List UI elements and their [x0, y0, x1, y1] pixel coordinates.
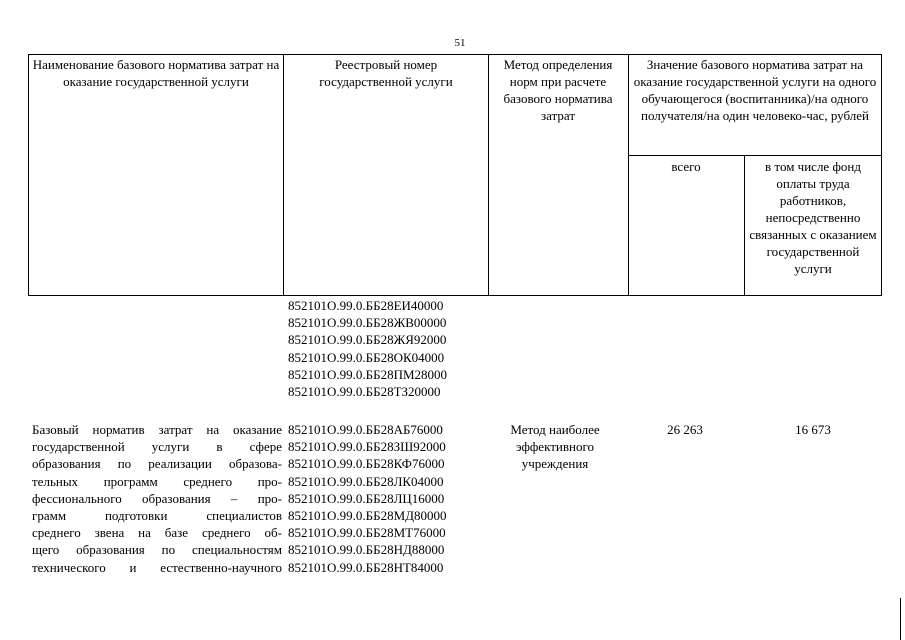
table-right-border	[881, 54, 882, 296]
subheader-divider	[628, 155, 882, 156]
list-item: 852101О.99.0.ББ28ЖЯ92000	[288, 332, 447, 348]
subheader-fund: в том числе фонд оплаты труда работников, непосредственно связанных с оказанием государственной услуги	[749, 159, 877, 276]
list-item: 852101О.99.0.ББ28ОК04000	[288, 349, 445, 365]
list-item: 852101О.99.0.ББ28ПМ28000	[288, 366, 448, 382]
col-divider-4	[744, 155, 745, 296]
continued-codes-list	[288, 297, 447, 400]
col-divider-3	[628, 54, 629, 296]
list-item: 852101О.99.0.ББ28ЕИ40000	[288, 298, 444, 313]
list-item: 852101О.99.0.ББ28КФ76000	[288, 456, 445, 472]
table-header	[28, 54, 882, 296]
header-name: Наименование базового норматива затрат на оказание государственной услуги	[32, 57, 280, 89]
description-line: фессионального образования – про-	[32, 490, 282, 506]
list-item: 852101О.99.0.ББ28МТ76000	[288, 525, 446, 541]
list-item: 852101О.99.0.ББ28ЖВ00000	[288, 315, 447, 331]
row-total: 26 263	[667, 422, 703, 437]
header-registry-number: Реестровый номер государственной услуги	[319, 57, 453, 89]
list-item: 852101О.99.0.ББ28МД80000	[288, 507, 447, 523]
subheader-total: всего	[671, 159, 701, 174]
list-item: 852101О.99.0.ББ28ЛЦ16000	[288, 490, 445, 506]
row-method: Метод наиболее эффективного учреждения	[510, 422, 600, 472]
list-item: 852101О.99.0.ББ28ТЗ20000	[288, 383, 441, 399]
list-item: 852101О.99.0.ББ28АБ76000	[288, 422, 443, 437]
description-line: образования по реализации образова-	[32, 456, 282, 472]
scan-edge-line	[900, 598, 901, 640]
description-line: технического и естественно-научного	[32, 559, 282, 575]
description-line: тельных программ среднего про-	[32, 473, 282, 489]
description-line: среднего звена на базе среднего об-	[32, 525, 282, 541]
description-line: щего образования по специальностям	[32, 542, 282, 558]
list-item: 852101О.99.0.ББ28НД88000	[288, 542, 445, 558]
col-divider-1	[283, 54, 284, 296]
list-item: 852101О.99.0.ББ28ЗШ92000	[288, 439, 446, 455]
header-value: Значение базового норматива затрат на оказание государственной услуги на одного обучающегося (воспитанника)/на одного получателя/на один человеко-час, рублей	[633, 57, 877, 123]
header-method: Метод определения норм при расчете базового норматива затрат	[503, 57, 613, 123]
page-number: 51	[454, 37, 466, 49]
table-header-bottom-border	[28, 295, 882, 296]
description-line: грамм подготовки специалистов	[32, 507, 282, 523]
row-codes-list	[288, 421, 447, 576]
description-line: Базовый норматив затрат на оказание	[32, 422, 282, 437]
table-top-border	[28, 54, 882, 55]
list-item: 852101О.99.0.ББ28ЛК04000	[288, 473, 444, 489]
table-left-border	[28, 54, 29, 296]
list-item: 852101О.99.0.ББ28НТ84000	[288, 559, 444, 575]
col-divider-2	[488, 54, 489, 296]
description-line: государственной услуги в сфере	[32, 439, 282, 455]
row-description	[32, 421, 282, 576]
row-fund: 16 673	[795, 422, 831, 437]
